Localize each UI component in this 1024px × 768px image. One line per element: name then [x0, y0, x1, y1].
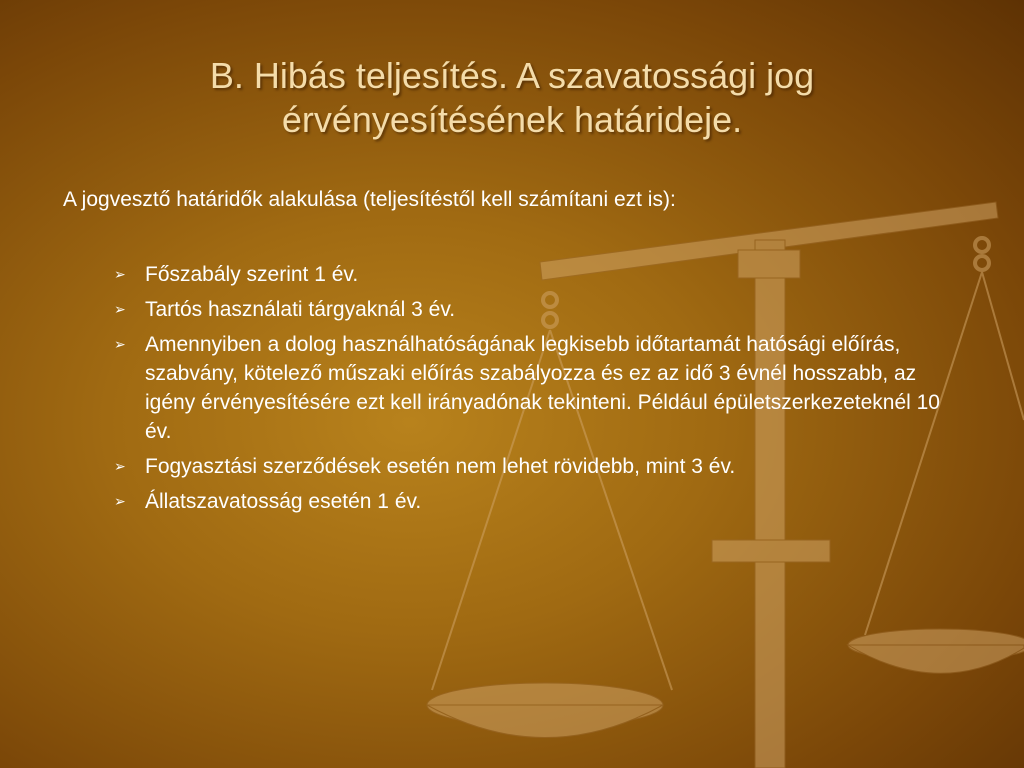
bullet-list [112, 260, 942, 522]
bullet-text: Fogyasztási szerződések esetén nem lehet rövidebb, mint 3 év. [145, 455, 736, 478]
arrow-bullet-icon: ➢ [114, 266, 126, 282]
arrow-bullet-icon: ➢ [114, 458, 126, 474]
intro-text: A jogvesztő határidők alakulása (teljesítéstől kell számítani ezt is): [63, 188, 676, 211]
bullet-item [112, 295, 942, 324]
bullet-item [112, 330, 942, 446]
arrow-bullet-icon: ➢ [114, 493, 126, 509]
title-line-1: B. Hibás teljesítés. A szavatossági jog [209, 55, 815, 96]
arrow-bullet-icon: ➢ [114, 301, 126, 317]
title-line-2: érvényesítésének határideje. [281, 99, 743, 140]
arrow-bullet-icon: ➢ [114, 336, 126, 352]
bullet-item [112, 452, 942, 481]
bullet-text: Állatszavatosság esetén 1 év. [145, 490, 422, 513]
bullet-text: Főszabály szerint 1 év. [145, 263, 359, 286]
bullet-text: Tartós használati tárgyaknál 3 év. [145, 298, 456, 321]
bullet-text: Amennyiben a dolog használhatóságának legkisebb időtartamát hatósági előírás, szabvány, kötelező műszaki előírás szabályozza és ez az idő 3 évnél hosszabb, az igény érvényesítésére ezt kell irányadónak tekinteni. Például épületszerkezeteknél 10 év. [145, 333, 940, 443]
bullet-item [112, 260, 942, 289]
bullet-item [112, 487, 942, 516]
slide-title [60, 54, 964, 142]
